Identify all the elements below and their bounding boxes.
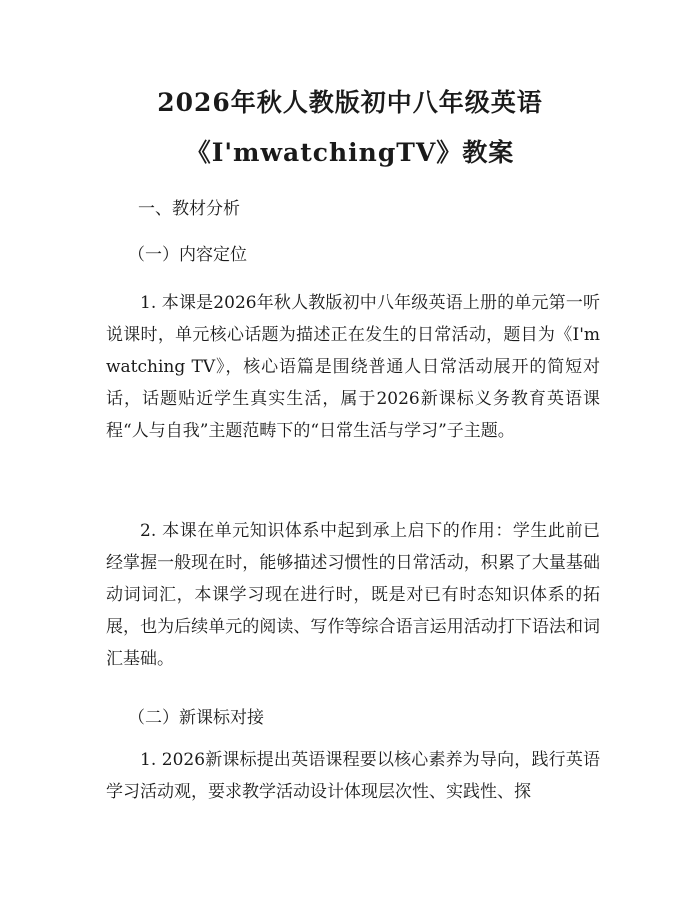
document-title-line1: 2026年秋人教版初中八年级英语 — [157, 88, 543, 117]
document-title-line2: 《I'mwatchingTV》教案 — [185, 138, 515, 167]
subsection-heading-content-positioning: （一）内容定位 — [128, 245, 247, 265]
paragraph-curriculum-alignment-1: 1. 2026新课标提出英语课程要以核心素养为导向，践行英语学习活动观，要求教学活动设计体现层次性、实践性、探 — [106, 750, 600, 802]
paragraph-content-positioning-2: 2. 本课在单元知识体系中起到承上启下的作用：学生此前已经掌握一般现在时，能够描述习惯性的日常活动，积累了大量基础动词词汇，本课学习现在进行时，既是对已有时态知识体系的拓展，也为后续单元的阅读、写作等综合语言运用活动打下语法和词汇基础。 — [106, 521, 600, 669]
section-heading-teaching-material-analysis: 一、教材分析 — [138, 199, 240, 219]
subsection-heading-curriculum-alignment: （二）新课标对接 — [128, 708, 264, 728]
paragraph-content-positioning-1: 1. 本课是2026年秋人教版初中八年级英语上册的单元第一听说课时，单元核心话题为描述正在发生的日常活动，题目为《I'm watching TV》，核心语篇是围绕普通人日常活动展开的简短对话，话题贴近学生真实生活，属于2026新课标义务教育英语课程“人与自我”主题范畴下的“日常生活与学习”子主题。 — [106, 293, 600, 441]
